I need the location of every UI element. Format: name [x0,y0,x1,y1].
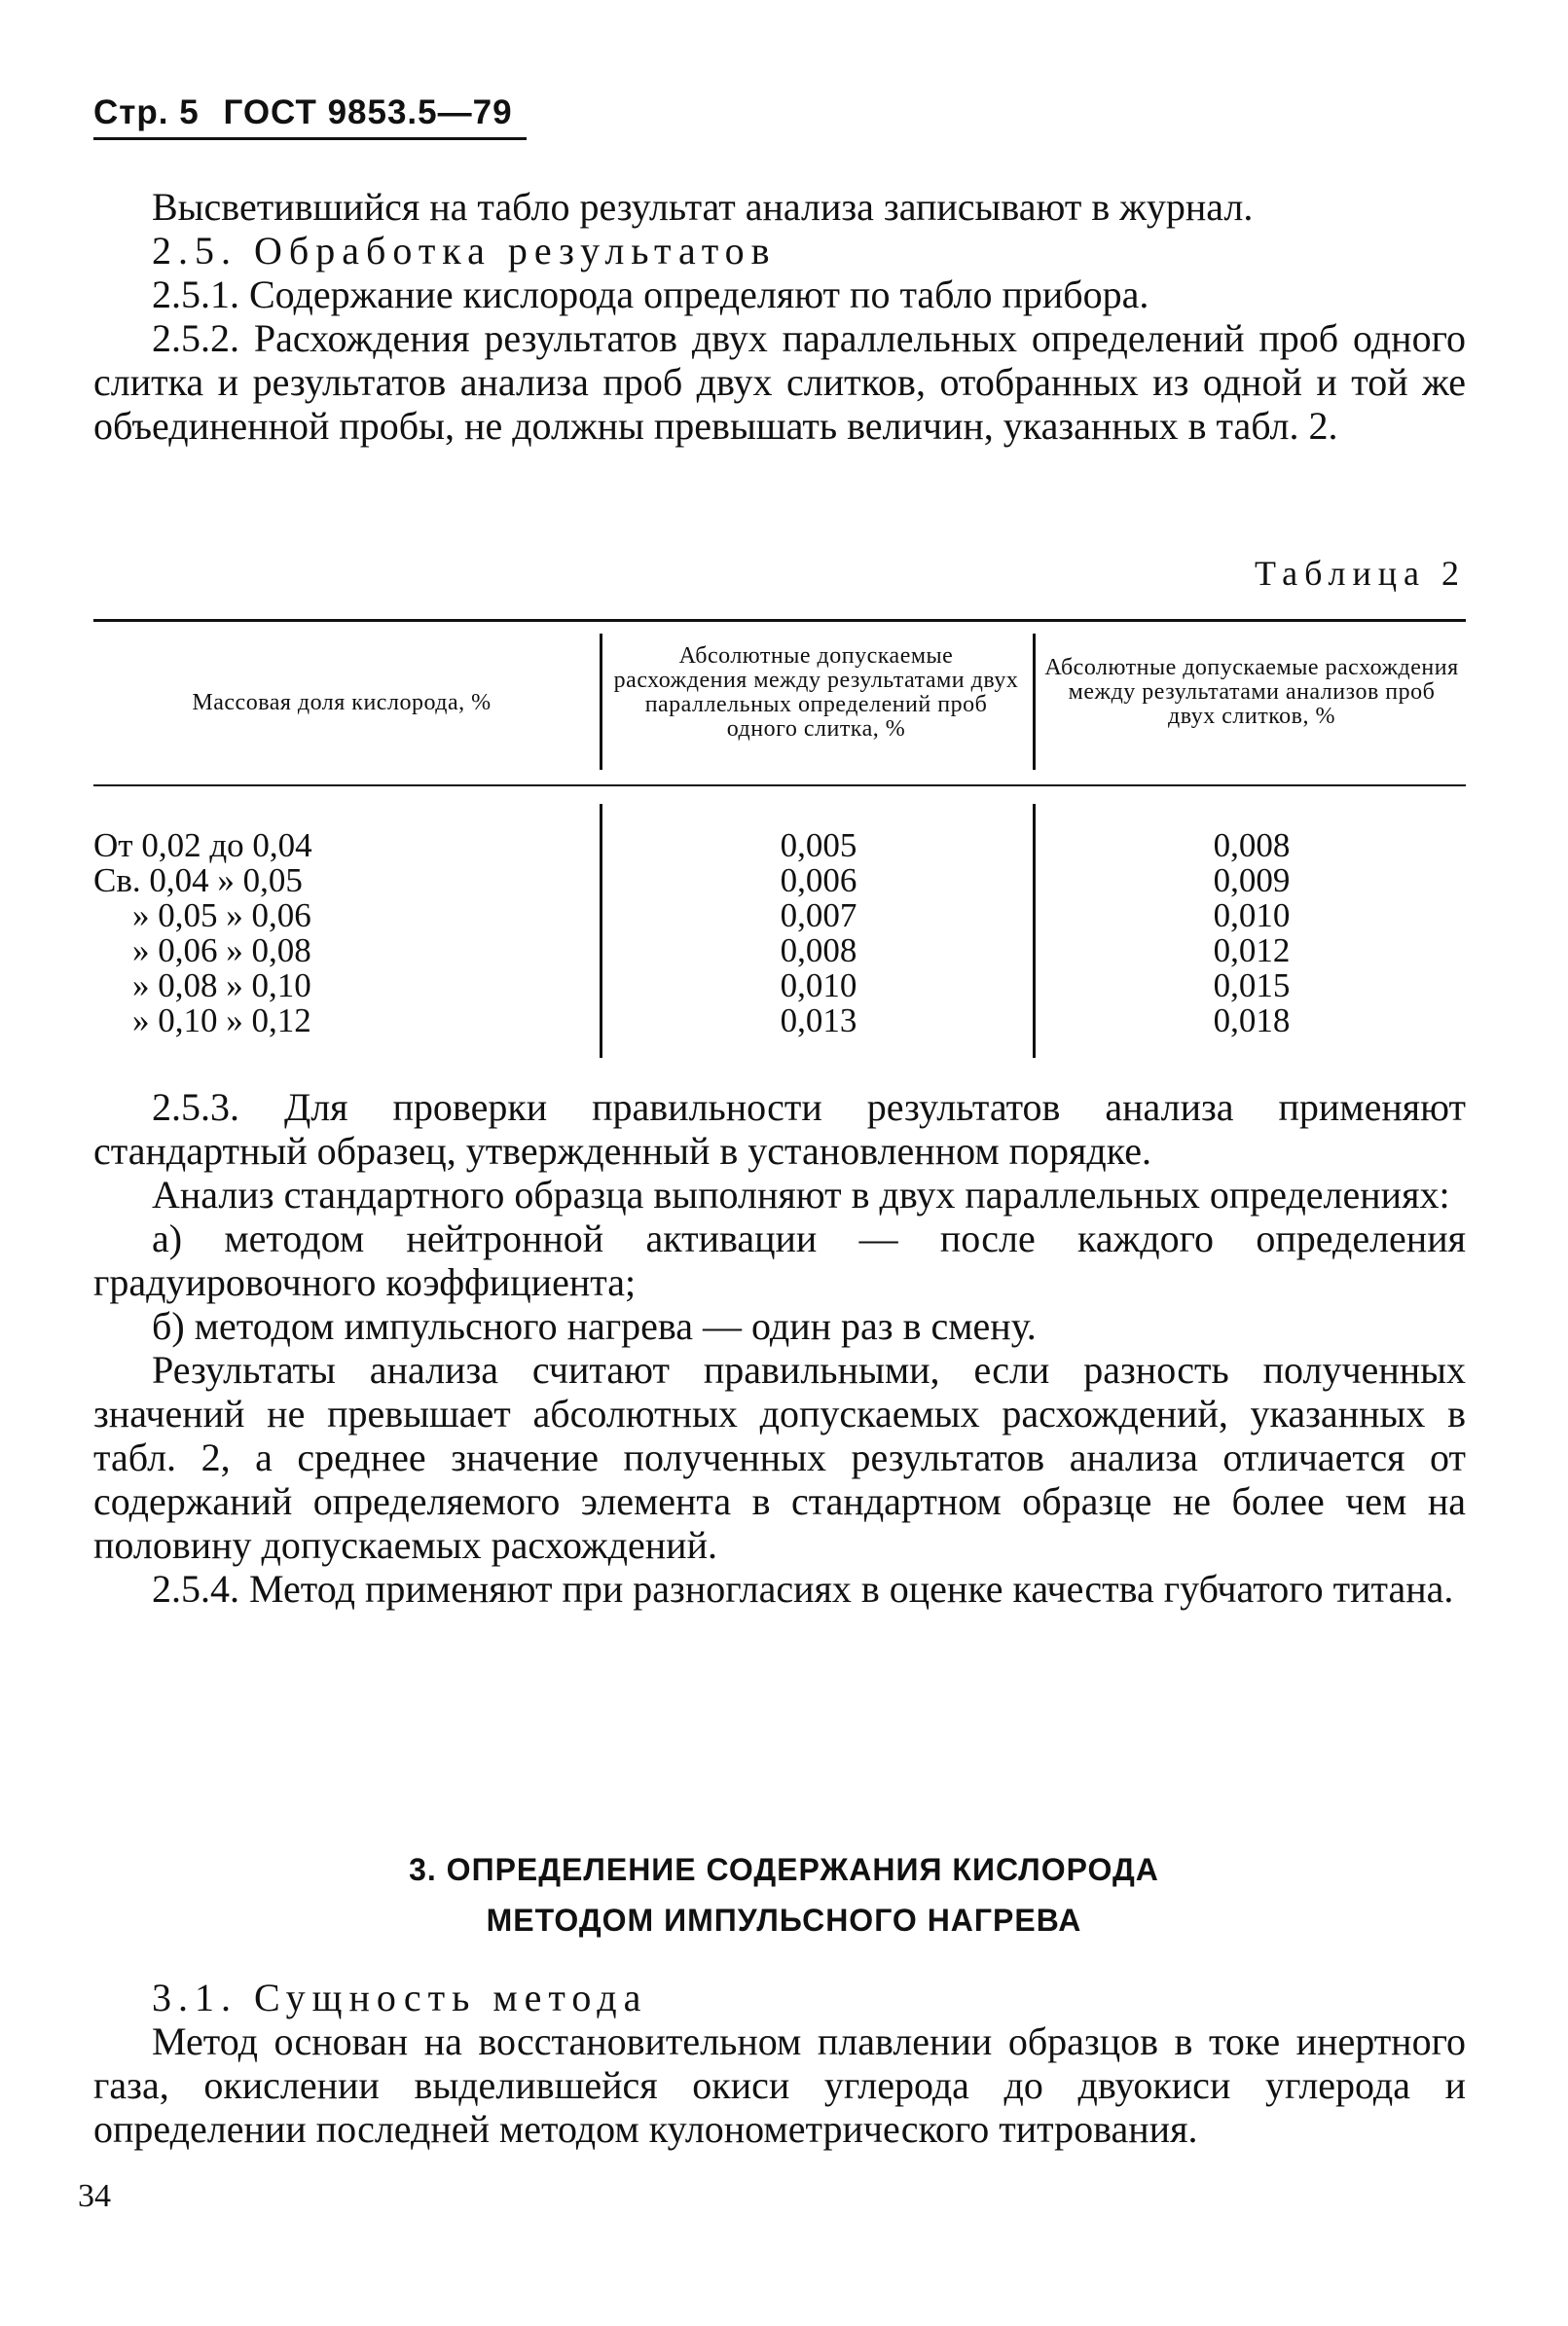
text-block-3 [93,1976,1466,2151]
table-divider [600,634,602,770]
column-mass-fraction [93,828,580,1038]
range-cell: » 0,05 » 0,06 [132,896,311,934]
paragraph: Анализ стандартного образца выполняют в двух параллельных определениях: [152,1173,1450,1217]
header-underline [93,137,527,140]
page-header [93,93,527,132]
value-cell: 0,009 [1213,861,1291,899]
value-cell: 0,010 [780,966,857,1004]
value-cell: 0,012 [1213,931,1291,969]
value-cell: 0,018 [1213,1001,1291,1039]
list-item-b: б) методом импульсного нагрева — один раз в смену. [152,1304,1037,1348]
column-single-ingot [604,828,1033,1038]
range-cell: » 0,06 » 0,08 [132,931,311,969]
value-cell: 0,010 [1213,896,1291,934]
header-mass-fraction: Массовая доля кислорода, % [192,690,492,715]
section-title-line-1: 3. ОПРЕДЕЛЕНИЕ СОДЕРЖАНИЯ КИСЛОРОДА [409,1852,1159,1887]
text-block-1 [93,185,1466,448]
header-two-ingots: Абсолютные допускаемые расхождения между результатами анализов проб двух слитков, % [1044,655,1459,729]
text-block-2 [93,1085,1466,1611]
value-cell: 0,013 [780,1001,857,1039]
column-two-ingots [1038,828,1466,1038]
list-item-a: а) методом нейтронной активации — после каждого определения градуировочного коэффициента; [93,1217,1466,1304]
page-number: 34 [78,2178,111,2214]
value-cell: 0,015 [1213,966,1291,1004]
standard-number: ГОСТ 9853.5—79 [223,93,513,131]
value-cell: 0,008 [1213,826,1291,864]
range-cell: » 0,10 » 0,12 [132,1001,311,1039]
paragraph: Высветившийся на табло результат анализа записывают в журнал. [152,185,1254,229]
table-divider [600,804,602,1058]
paragraph: 2.5.4. Метод применяют при разногласиях в оценке качества губчатого титана. [152,1567,1454,1611]
section-title [0,1844,1568,1945]
paragraph: 2.5.3. Для проверки правильности результатов анализа применяют стандартный образец, утвержденный в установленном порядке. [93,1085,1466,1173]
paragraph: 2.5.2. Расхождения результатов двух параллельных определений проб одного слитка и результатов анализа проб двух слитков, отобранных из одной и той же объединенной пробы, не должны превышать величин, указанных в табл. 2. [93,316,1466,448]
table-caption: Таблица 2 [1255,554,1466,593]
table-header-rule [93,784,1466,786]
table-2 [93,619,1466,1058]
table-divider [1033,634,1036,770]
page-label: Стр. 5 [93,93,200,131]
section-title-line-2: МЕТОДОМ ИМПУЛЬСНОГО НАГРЕВА [486,1903,1082,1938]
value-cell: 0,005 [780,826,857,864]
range-cell: От 0,02 до 0,04 [93,826,312,864]
subsection-heading: 3.1. Сущность метода [152,1976,648,2019]
range-cell: » 0,08 » 0,10 [132,966,311,1004]
paragraph: Метод основан на восстановительном плавлении образцов в токе инертного газа, окислении выделившейся окиси углерода до двуокиси углерода и определении последней методом кулонометрического титрования. [93,2019,1466,2151]
value-cell: 0,007 [780,896,857,934]
paragraph: Результаты анализа считают правильными, если разность полученных значений не превышает абсолютных допускаемых расхождений, указанных в табл. 2, а среднее значение полученных результатов анализа отличается от содержаний определяемого элемента в стандартном образце не более чем на половину допускаемых расхождений. [93,1348,1466,1567]
table-top-rule [93,619,1466,622]
table-divider [1033,804,1036,1058]
paragraph: 2.5.1. Содержание кислорода определяют по табло прибора. [152,273,1149,316]
value-cell: 0,006 [780,861,857,899]
value-cell: 0,008 [780,931,857,969]
subsection-heading: 2.5. Обработка результатов [152,229,777,273]
header-single-ingot: Абсолютные допускаемые расхождения между результатами двух параллельных определений проб одного слитка, % [613,643,1019,742]
range-cell: Св. 0,04 » 0,05 [93,861,303,899]
